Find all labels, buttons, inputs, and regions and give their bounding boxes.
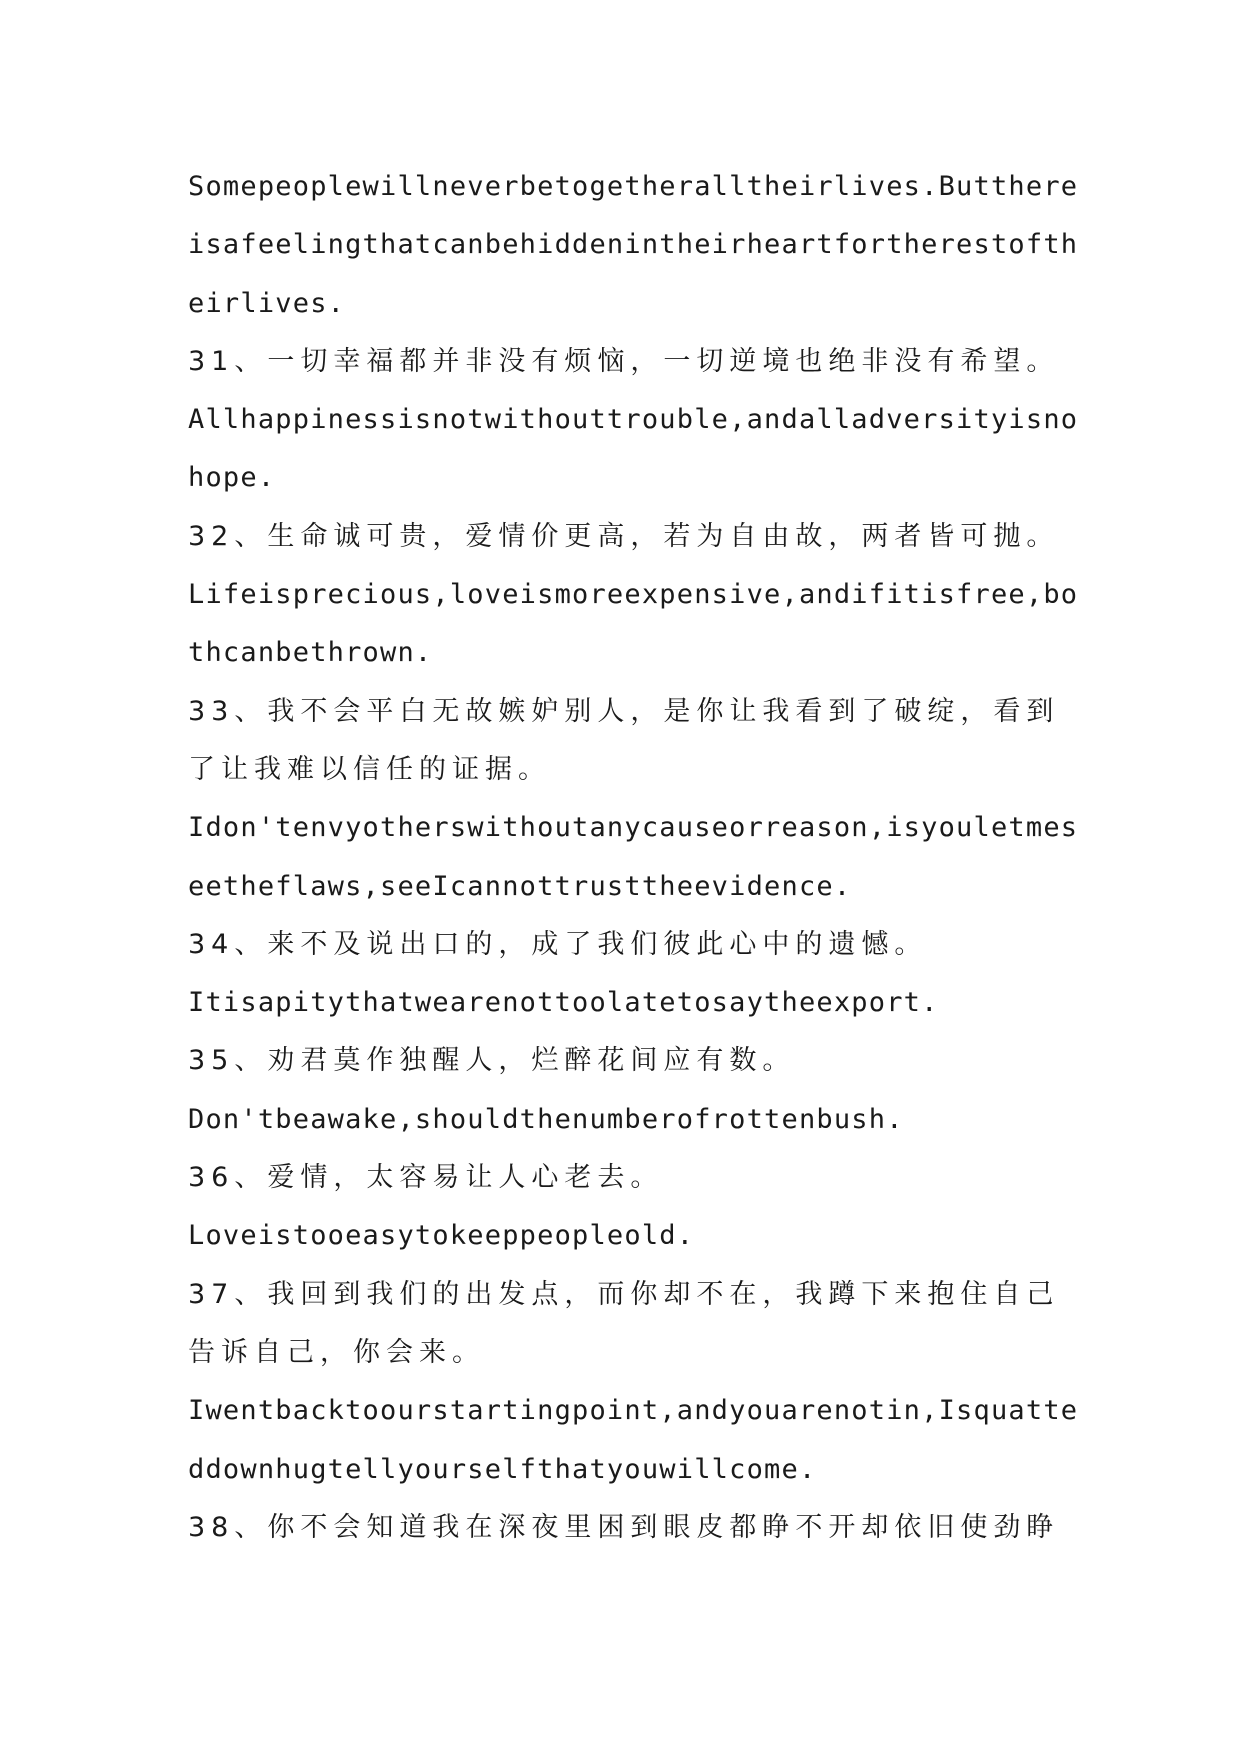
text-line: 37、我回到我们的出发点，而你却不在，我蹲下来抱住自己 xyxy=(188,1278,1060,1310)
text-line: thcanbethrown. xyxy=(188,637,433,669)
text-line: hope. xyxy=(188,462,276,494)
text-line: 38、你不会知道我在深夜里困到眼皮都睁不开却依旧使劲睁 xyxy=(188,1511,1060,1543)
text-line: Somepeoplewillneverbetogetheralltheirlives.Butthere xyxy=(188,171,1079,202)
text-line: 33、我不会平白无故嫉妒别人，是你让我看到了破绽，看到 xyxy=(188,695,1060,727)
text-line: 32、生命诚可贵，爱情价更高，若为自由故，两者皆可抛。 xyxy=(188,520,1060,552)
text-line: eirlives. xyxy=(188,287,346,319)
text-line: Itisapitythatwearenottoolatetosaytheexport. xyxy=(188,987,939,1019)
text-line: 36、爱情，太容易让人心老去。 xyxy=(188,1162,664,1194)
text-line: Iwentbacktoourstartingpoint,andyouarenotin,Isquatte xyxy=(188,1395,1079,1427)
text-line: Allhappinessisnotwithouttrouble,andalladversityisno xyxy=(188,404,1079,436)
text-line: 31、一切幸福都并非没有烦恼，一切逆境也绝非没有希望。 xyxy=(188,345,1060,377)
text-line: 35、劝君莫作独醒人，烂醉花间应有数。 xyxy=(188,1045,796,1077)
text-line: Lifeisprecious,loveismoreexpensive,andifitisfree,bo xyxy=(188,579,1079,611)
text-line: 34、来不及说出口的，成了我们彼此心中的遗憾。 xyxy=(188,928,928,960)
text-line: isafeelingthatcanbehiddenintheirheartfortherestofth xyxy=(188,229,1079,261)
text-line: eetheflaws,seeIcannottrusttheevidence. xyxy=(188,870,852,902)
text-line: 告诉自己，你会来。 xyxy=(188,1336,485,1368)
text-line: Idon'tenvyotherswithoutanycauseorreason,isyouletmes xyxy=(188,812,1079,844)
text-line: ddownhugtellyourselfthatyouwillcome. xyxy=(188,1453,817,1485)
document-body xyxy=(188,158,1088,1557)
text-line: Loveistooeasytokeeppeopleold. xyxy=(188,1220,695,1252)
text-line: 了让我难以信任的证据。 xyxy=(188,753,551,785)
text-line: Don'tbeawake,shouldthenumberofrottenbush. xyxy=(188,1103,904,1135)
